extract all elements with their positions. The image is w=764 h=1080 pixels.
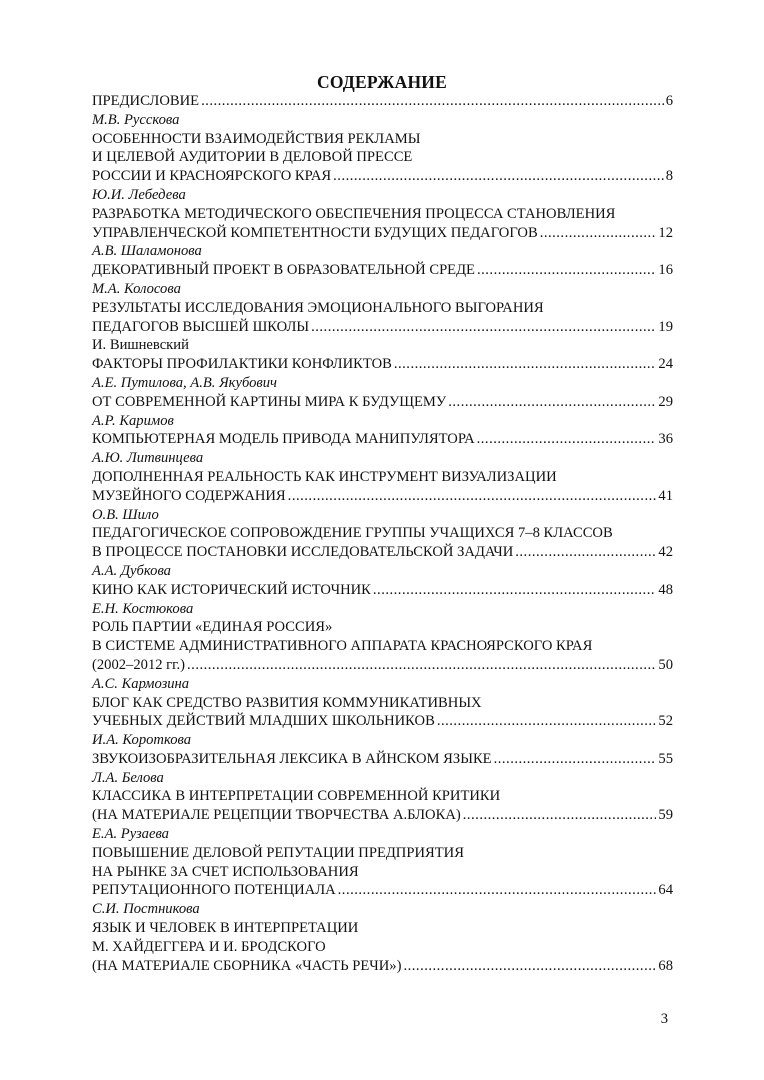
toc-entry-title-line: ПЕДАГОГОВ ВЫСШЕЙ ШКОЛЫ	[92, 318, 310, 335]
toc-entry-page: 68	[658, 957, 673, 974]
toc-entry-title-line: РОЛЬ ПАРТИИ «ЕДИНАЯ РОССИЯ»	[92, 619, 333, 636]
dot-leader	[477, 261, 656, 280]
toc-entry-author: С.И. Постникова	[92, 901, 200, 918]
toc-entry-page: 24	[658, 356, 673, 373]
toc-entry-page: 55	[658, 750, 673, 767]
dot-leader	[515, 543, 656, 562]
toc-entry-author: И.А. Короткова	[92, 732, 192, 749]
page-number: 3	[660, 1011, 668, 1027]
toc-entry-title-line: (НА МАТЕРИАЛЕ РЕЦЕПЦИИ ТВОРЧЕСТВА А.БЛОКА)	[92, 807, 461, 824]
toc-entry	[92, 336, 673, 374]
toc-entry-title-row	[92, 957, 673, 976]
toc-entry-title-row	[92, 543, 673, 562]
toc-entry-page: 52	[658, 713, 673, 730]
toc-entry	[92, 562, 673, 600]
toc-entry-author: А.С. Кармозина	[92, 675, 190, 692]
toc-entry-author: Е.А. Рузаева	[92, 826, 169, 843]
dot-leader	[311, 318, 656, 337]
toc-entry-title-line: (НА МАТЕРИАЛЕ СБОРНИКА «ЧАСТЬ РЕЧИ»)	[92, 957, 402, 974]
page-title: СОДЕРЖАНИЕ	[316, 72, 447, 92]
toc-entry-title-line: И ЦЕЛЕВОЙ АУДИТОРИИ В ДЕЛОВОЙ ПРЕССЕ	[92, 149, 413, 166]
toc-entry-title-line: ОТ СОВРЕМЕННОЙ КАРТИНЫ МИРА К БУДУЩЕМУ	[92, 393, 447, 410]
toc-entry-title-line: ЗВУКОИЗОБРАЗИТЕЛЬНАЯ ЛЕКСИКА В АЙНСКОМ ЯЗЫКЕ	[92, 750, 492, 767]
toc-entry-author: М.А. Колосова	[92, 280, 181, 297]
toc-entry	[92, 600, 673, 675]
toc-entry-author: М.В. Русскова	[92, 111, 180, 128]
toc-entry-page: 16	[658, 262, 673, 279]
toc-entry-author: Е.Н. Костюкова	[92, 600, 194, 617]
dot-leader	[494, 750, 657, 769]
toc-entry-page: 41	[658, 487, 673, 504]
toc-entry-title-row	[92, 92, 673, 111]
toc-entry-title-row	[92, 355, 673, 374]
toc-entry-page: 29	[658, 393, 673, 410]
toc-entry	[92, 186, 673, 242]
toc-entry	[92, 92, 673, 111]
toc-entry-title-line: В ПРОЦЕССЕ ПОСТАНОВКИ ИССЛЕДОВАТЕЛЬСКОЙ ЗАДАЧИ	[92, 544, 514, 561]
toc-entry-author: А.А. Дубкова	[92, 562, 171, 579]
dot-leader	[477, 430, 657, 449]
toc-entry	[92, 412, 673, 450]
toc-entry-author: А.Ю. Литвинцева	[92, 450, 204, 467]
toc-entry-title-row	[92, 806, 673, 825]
toc-entry-title-row	[92, 712, 673, 731]
toc-entry-title-line: КЛАССИКА В ИНТЕРПРЕТАЦИИ СОВРЕМЕННОЙ КРИТИКИ	[92, 788, 501, 805]
dot-leader	[540, 224, 657, 243]
toc-entry-title-line: УЧЕБНЫХ ДЕЙСТВИЙ МЛАДШИХ ШКОЛЬНИКОВ	[92, 713, 435, 730]
dot-leader	[463, 806, 657, 825]
toc-entry	[92, 825, 673, 900]
toc-entry-title-line: БЛОГ КАК СРЕДСТВО РАЗВИТИЯ КОММУНИКАТИВНЫХ	[92, 694, 482, 711]
toc-entry-title-line: ПЕДАГОГИЧЕСКОЕ СОПРОВОЖДЕНИЕ ГРУППЫ УЧАЩИХСЯ 7–8 КЛАССОВ	[92, 525, 613, 542]
dot-leader	[373, 581, 657, 600]
toc-entry-title-row	[92, 261, 673, 280]
toc-entry-title-line: КОМПЬЮТЕРНАЯ МОДЕЛЬ ПРИВОДА МАНИПУЛЯТОРА	[92, 431, 475, 448]
toc-entry-page: 36	[658, 431, 673, 448]
toc-entry-author: Л.А. Белова	[92, 769, 164, 786]
toc-entry	[92, 242, 673, 280]
toc-entry-title-line: КИНО КАК ИСТОРИЧЕСКИЙ ИСТОЧНИК	[92, 581, 371, 598]
toc-entry-page: 59	[658, 807, 673, 824]
dot-leader	[288, 487, 657, 506]
dot-leader	[437, 712, 657, 731]
toc-entry-author: А.В. Шаламонова	[92, 243, 202, 260]
toc-entry-title-line: ДОПОЛНЕННАЯ РЕАЛЬНОСТЬ КАК ИНСТРУМЕНТ ВИЗУАЛИЗАЦИИ	[92, 468, 557, 485]
toc-entry-title-line: НА РЫНКЕ ЗА СЧЕТ ИСПОЛЬЗОВАНИЯ	[92, 863, 359, 880]
toc-entry-page: 8	[665, 168, 673, 185]
dot-leader	[201, 92, 664, 111]
toc-entry-title-line: РЕЗУЛЬТАТЫ ИССЛЕДОВАНИЯ ЭМОЦИОНАЛЬНОГО ВЫГОРАНИЯ	[92, 299, 544, 316]
toc-entry-title-line: М. ХАЙДЕГГЕРА И И. БРОДСКОГО	[92, 938, 326, 955]
toc-entry-page: 19	[658, 318, 673, 335]
toc-entry-title-row	[92, 167, 673, 186]
dot-leader	[448, 393, 656, 412]
dot-leader	[403, 957, 656, 976]
toc-entry	[92, 900, 673, 975]
toc-entry-title-row	[92, 393, 673, 412]
toc-entry-title-line: ОСОБЕННОСТИ ВЗАИМОДЕЙСТВИЯ РЕКЛАМЫ	[92, 130, 421, 147]
toc-entry-title-line: МУЗЕЙНОГО СОДЕРЖАНИЯ	[92, 487, 286, 504]
toc-entry-page: 42	[658, 544, 673, 561]
toc-entry-title-line: РЕПУТАЦИОННОГО ПОТЕНЦИАЛА	[92, 882, 336, 899]
toc-entry	[92, 374, 673, 412]
toc-entry-title-row	[92, 224, 673, 243]
dot-leader	[333, 167, 664, 186]
toc-entry-title-row	[92, 318, 673, 337]
toc-entry-title-line: ПРЕДИСЛОВИЕ	[92, 93, 200, 109]
toc-entry-author: А.Е. Путилова, А.В. Якубович	[92, 374, 278, 391]
toc-entry-title-line: ПОВЫШЕНИЕ ДЕЛОВОЙ РЕПУТАЦИИ ПРЕДПРИЯТИЯ	[92, 844, 464, 861]
toc-entry-title-row	[92, 581, 673, 600]
toc-entry-title-line: В СИСТЕМЕ АДМИНИСТРАТИВНОГО АППАРАТА КРАСНОЯРСКОГО КРАЯ	[92, 638, 593, 655]
toc-entry-title-row	[92, 430, 673, 449]
toc-entry-title-line: ФАКТОРЫ ПРОФИЛАКТИКИ КОНФЛИКТОВ	[92, 356, 392, 373]
toc-entry	[92, 449, 673, 505]
toc-entry	[92, 731, 673, 769]
toc-entry-page: 50	[658, 656, 673, 673]
toc-entry-title-line: УПРАВЛЕНЧЕСКОЙ КОМПЕТЕНТНОСТИ БУДУЩИХ ПЕДАГОГОВ	[92, 224, 538, 241]
toc-entry	[92, 675, 673, 731]
toc-entry-page: 6	[665, 93, 673, 109]
toc-entry	[92, 506, 673, 562]
dot-leader	[187, 656, 656, 675]
toc-entry-author: Ю.И. Лебедева	[92, 186, 186, 203]
table-of-contents	[92, 92, 673, 975]
dot-leader	[394, 355, 657, 374]
toc-entry	[92, 111, 673, 186]
toc-entry-title-line: ЯЗЫК И ЧЕЛОВЕК В ИНТЕРПРЕТАЦИИ	[92, 920, 359, 937]
toc-entry-title-row	[92, 750, 673, 769]
toc-entry-page: 12	[658, 224, 673, 241]
toc-entry-title-row	[92, 881, 673, 900]
toc-entry-title-line: (2002–2012 гг.)	[92, 656, 186, 673]
toc-entry-title-line: РОССИИ И КРАСНОЯРСКОГО КРАЯ	[92, 168, 332, 185]
toc-entry-title-line: РАЗРАБОТКА МЕТОДИЧЕСКОГО ОБЕСПЕЧЕНИЯ ПРОЦЕССА СТАНОВЛЕНИЯ	[92, 205, 616, 222]
toc-entry-page: 48	[658, 581, 673, 598]
toc-entry-title-line: ДЕКОРАТИВНЫЙ ПРОЕКТ В ОБРАЗОВАТЕЛЬНОЙ СРЕДЕ	[92, 262, 475, 279]
toc-entry-page: 64	[658, 882, 673, 899]
toc-entry-author: О.В. Шило	[92, 506, 159, 523]
toc-entry-author: И. Вишневский	[92, 337, 189, 354]
toc-entry	[92, 280, 673, 336]
toc-entry	[92, 769, 673, 825]
toc-entry-title-row	[92, 656, 673, 675]
toc-entry-author: А.Р. Каримов	[92, 412, 174, 429]
dot-leader	[338, 881, 657, 900]
toc-entry-title-row	[92, 487, 673, 506]
